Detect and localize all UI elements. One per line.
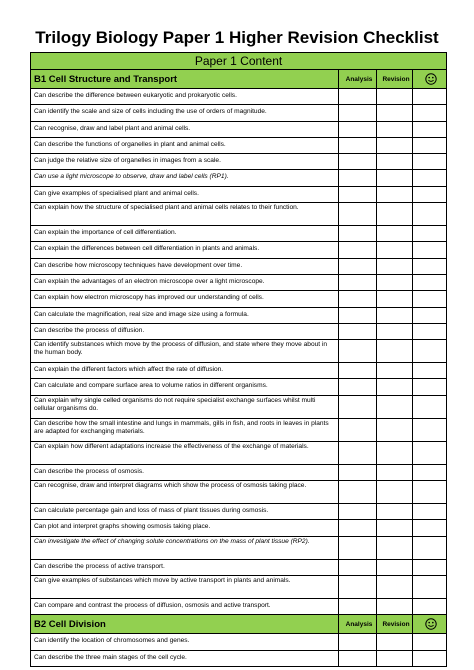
analysis-column-header: Analysis	[339, 70, 377, 89]
analysis-checkbox-cell[interactable]	[339, 481, 377, 504]
revision-checkbox-cell[interactable]	[377, 137, 413, 153]
confidence-checkbox-cell[interactable]	[413, 363, 447, 379]
confidence-checkbox-cell[interactable]	[413, 258, 447, 274]
confidence-checkbox-cell[interactable]	[413, 307, 447, 323]
analysis-checkbox-cell[interactable]	[339, 650, 377, 666]
content-header-row	[31, 53, 447, 70]
revision-checkbox-cell[interactable]	[377, 598, 413, 614]
revision-checkbox-cell[interactable]	[377, 536, 413, 559]
revision-checkbox-cell[interactable]	[377, 481, 413, 504]
confidence-checkbox-cell[interactable]	[413, 598, 447, 614]
confidence-checkbox-cell[interactable]	[413, 536, 447, 559]
analysis-checkbox-cell[interactable]	[339, 226, 377, 242]
statement-cell: Can give examples of substances which move by active transport in plants and animals.	[31, 575, 339, 598]
statement-cell: Can identify the location of chromosomes and genes.	[31, 634, 339, 650]
table-row	[31, 650, 447, 666]
revision-checkbox-cell[interactable]	[377, 441, 413, 464]
confidence-column-header	[413, 615, 447, 634]
table-row	[31, 520, 447, 536]
revision-checkbox-cell[interactable]	[377, 258, 413, 274]
analysis-checkbox-cell[interactable]	[339, 559, 377, 575]
analysis-checkbox-cell[interactable]	[339, 418, 377, 441]
revision-checkbox-cell[interactable]	[377, 89, 413, 105]
table-row	[31, 323, 447, 339]
confidence-checkbox-cell[interactable]	[413, 575, 447, 598]
statement-cell: Can use a light microscope to observe, draw and label cells (RP1).	[31, 170, 339, 186]
revision-checkbox-cell[interactable]	[377, 379, 413, 395]
confidence-checkbox-cell[interactable]	[413, 203, 447, 226]
confidence-checkbox-cell[interactable]	[413, 291, 447, 307]
statement-cell: Can describe how the small intestine and lungs in mammals, gills in fish, and roots in leaves in plants are adapted for exchanging materials.	[31, 418, 339, 441]
table-row	[31, 634, 447, 650]
analysis-checkbox-cell[interactable]	[339, 395, 377, 418]
statement-cell: Can explain why single celled organisms do not require specialist exchange surfaces whilst multi cellular organisms do.	[31, 395, 339, 418]
confidence-checkbox-cell[interactable]	[413, 323, 447, 339]
revision-checkbox-cell[interactable]	[377, 363, 413, 379]
content-heading: Paper 1 Content	[31, 53, 447, 70]
table-row	[31, 89, 447, 105]
statement-cell: Can describe the functions of organelles in plant and animal cells.	[31, 137, 339, 153]
analysis-checkbox-cell[interactable]	[339, 258, 377, 274]
table-row	[31, 186, 447, 202]
analysis-checkbox-cell[interactable]	[339, 274, 377, 290]
statement-cell: Can explain the advantages of an electron microscope over a light microscope.	[31, 274, 339, 290]
statement-cell: Can compare and contrast the process of diffusion, osmosis and active transport.	[31, 598, 339, 614]
statement-cell: Can judge the relative size of organelles in images from a scale.	[31, 154, 339, 170]
analysis-checkbox-cell[interactable]	[339, 121, 377, 137]
confidence-column-header	[413, 70, 447, 89]
revision-checkbox-cell[interactable]	[377, 154, 413, 170]
analysis-checkbox-cell[interactable]	[339, 575, 377, 598]
analysis-checkbox-cell[interactable]	[339, 363, 377, 379]
confidence-checkbox-cell[interactable]	[413, 395, 447, 418]
statement-cell: Can calculate the magnification, real size and image size using a formula.	[31, 307, 339, 323]
table-row	[31, 307, 447, 323]
confidence-checkbox-cell[interactable]	[413, 650, 447, 666]
confidence-checkbox-cell[interactable]	[413, 170, 447, 186]
revision-checkbox-cell[interactable]	[377, 340, 413, 363]
table-row	[31, 242, 447, 258]
confidence-checkbox-cell[interactable]	[413, 226, 447, 242]
statement-cell: Can calculate and compare surface area to volume ratios in different organisms.	[31, 379, 339, 395]
table-row	[31, 291, 447, 307]
confidence-checkbox-cell[interactable]	[413, 137, 447, 153]
analysis-checkbox-cell[interactable]	[339, 520, 377, 536]
smiley-face-icon	[425, 73, 437, 85]
table-row	[31, 121, 447, 137]
page-title: Trilogy Biology Paper 1 Higher Revision Checklist	[35, 28, 439, 47]
statement-cell: Can describe the difference between eukaryotic and prokaryotic cells.	[31, 89, 339, 105]
analysis-checkbox-cell[interactable]	[339, 137, 377, 153]
statement-cell: Can describe how microscopy techniques have development over time.	[31, 258, 339, 274]
confidence-checkbox-cell[interactable]	[413, 105, 447, 121]
table-row	[31, 170, 447, 186]
confidence-checkbox-cell[interactable]	[413, 520, 447, 536]
statement-cell: Can describe the process of diffusion.	[31, 323, 339, 339]
statement-cell: Can explain how electron microscopy has improved our understanding of cells.	[31, 291, 339, 307]
revision-checkbox-cell[interactable]	[377, 520, 413, 536]
analysis-checkbox-cell[interactable]	[339, 323, 377, 339]
confidence-checkbox-cell[interactable]	[413, 504, 447, 520]
revision-checkbox-cell[interactable]	[377, 291, 413, 307]
analysis-checkbox-cell[interactable]	[339, 170, 377, 186]
revision-checkbox-cell[interactable]	[377, 559, 413, 575]
revision-checkbox-cell[interactable]	[377, 105, 413, 121]
statement-cell: Can describe the process of osmosis.	[31, 464, 339, 480]
confidence-checkbox-cell[interactable]	[413, 121, 447, 137]
revision-checkbox-cell[interactable]	[377, 121, 413, 137]
statement-cell: Can explain the different factors which affect the rate of diffusion.	[31, 363, 339, 379]
statement-cell: Can identify substances which move by the process of diffusion, and state where they move about in the human body.	[31, 340, 339, 363]
table-row	[31, 340, 447, 363]
revision-checkbox-cell[interactable]	[377, 203, 413, 226]
analysis-checkbox-cell[interactable]	[339, 464, 377, 480]
table-row	[31, 504, 447, 520]
confidence-checkbox-cell[interactable]	[413, 154, 447, 170]
table-row	[31, 379, 447, 395]
revision-checkbox-cell[interactable]	[377, 575, 413, 598]
analysis-checkbox-cell[interactable]	[339, 291, 377, 307]
smiley-face-icon	[425, 618, 437, 630]
confidence-checkbox-cell[interactable]	[413, 242, 447, 258]
revision-checkbox-cell[interactable]	[377, 307, 413, 323]
revision-checkbox-cell[interactable]	[377, 464, 413, 480]
statement-cell: Can identify the scale and size of cells including the use of orders of magnitude.	[31, 105, 339, 121]
statement-cell: Can recognise, draw and interpret diagrams which show the process of osmosis taking place.	[31, 481, 339, 504]
table-row	[31, 363, 447, 379]
table-row	[31, 258, 447, 274]
revision-checkbox-cell[interactable]	[377, 634, 413, 650]
table-row	[31, 481, 447, 504]
revision-column-header: Revision	[377, 70, 413, 89]
statement-cell: Can give examples of specialised plant and animal cells.	[31, 186, 339, 202]
analysis-checkbox-cell[interactable]	[339, 340, 377, 363]
statement-cell: Can plot and interpret graphs showing osmosis taking place.	[31, 520, 339, 536]
revision-column-header: Revision	[377, 615, 413, 634]
analysis-checkbox-cell[interactable]	[339, 154, 377, 170]
table-row	[31, 395, 447, 418]
statement-cell: Can explain how different adaptations increase the effectiveness of the exchange of materials.	[31, 441, 339, 464]
confidence-checkbox-cell[interactable]	[413, 634, 447, 650]
confidence-checkbox-cell[interactable]	[413, 340, 447, 363]
table-row	[31, 598, 447, 614]
confidence-checkbox-cell[interactable]	[413, 464, 447, 480]
statement-cell: Can describe the process of active transport.	[31, 559, 339, 575]
revision-checkbox-cell[interactable]	[377, 418, 413, 441]
confidence-checkbox-cell[interactable]	[413, 379, 447, 395]
analysis-checkbox-cell[interactable]	[339, 186, 377, 202]
analysis-checkbox-cell[interactable]	[339, 441, 377, 464]
analysis-checkbox-cell[interactable]	[339, 634, 377, 650]
section-title: B2 Cell Division	[31, 615, 339, 634]
revision-checkbox-cell[interactable]	[377, 242, 413, 258]
analysis-checkbox-cell[interactable]	[339, 379, 377, 395]
revision-checkbox-cell[interactable]	[377, 170, 413, 186]
revision-checkbox-cell[interactable]	[377, 274, 413, 290]
section-title: B1 Cell Structure and Transport	[31, 70, 339, 89]
analysis-checkbox-cell[interactable]	[339, 307, 377, 323]
analysis-checkbox-cell[interactable]	[339, 504, 377, 520]
statement-cell: Can investigate the effect of changing solute concentrations on the mass of plant tissue (RP2).	[31, 536, 339, 559]
revision-checkbox-cell[interactable]	[377, 186, 413, 202]
analysis-checkbox-cell[interactable]	[339, 598, 377, 614]
statement-cell: Can calculate percentage gain and loss of mass of plant tissues during osmosis.	[31, 504, 339, 520]
table-row	[31, 441, 447, 464]
table-row	[31, 575, 447, 598]
checklist-table	[30, 52, 447, 667]
confidence-checkbox-cell[interactable]	[413, 418, 447, 441]
analysis-checkbox-cell[interactable]	[339, 203, 377, 226]
revision-checkbox-cell[interactable]	[377, 395, 413, 418]
statement-cell: Can describe the three main stages of the cell cycle.	[31, 650, 339, 666]
confidence-checkbox-cell[interactable]	[413, 481, 447, 504]
analysis-checkbox-cell[interactable]	[339, 242, 377, 258]
revision-checkbox-cell[interactable]	[377, 650, 413, 666]
table-row	[31, 203, 447, 226]
analysis-checkbox-cell[interactable]	[339, 105, 377, 121]
confidence-checkbox-cell[interactable]	[413, 89, 447, 105]
confidence-checkbox-cell[interactable]	[413, 559, 447, 575]
table-row	[31, 536, 447, 559]
revision-checkbox-cell[interactable]	[377, 504, 413, 520]
statement-cell: Can explain how the structure of specialised plant and animal cells relates to their function.	[31, 203, 339, 226]
confidence-checkbox-cell[interactable]	[413, 441, 447, 464]
revision-checkbox-cell[interactable]	[377, 226, 413, 242]
statement-cell: Can explain the importance of cell differentiation.	[31, 226, 339, 242]
section-header-b2	[31, 615, 447, 634]
statement-cell: Can explain the differences between cell differentiation in plants and animals.	[31, 242, 339, 258]
confidence-checkbox-cell[interactable]	[413, 274, 447, 290]
table-row	[31, 226, 447, 242]
table-row	[31, 105, 447, 121]
section-header-b1	[31, 70, 447, 89]
table-row	[31, 137, 447, 153]
analysis-checkbox-cell[interactable]	[339, 536, 377, 559]
table-row	[31, 418, 447, 441]
table-row	[31, 154, 447, 170]
table-row	[31, 464, 447, 480]
statement-cell: Can recognise, draw and label plant and animal cells.	[31, 121, 339, 137]
analysis-column-header: Analysis	[339, 615, 377, 634]
table-row	[31, 559, 447, 575]
table-row	[31, 274, 447, 290]
confidence-checkbox-cell[interactable]	[413, 186, 447, 202]
revision-checkbox-cell[interactable]	[377, 323, 413, 339]
analysis-checkbox-cell[interactable]	[339, 89, 377, 105]
